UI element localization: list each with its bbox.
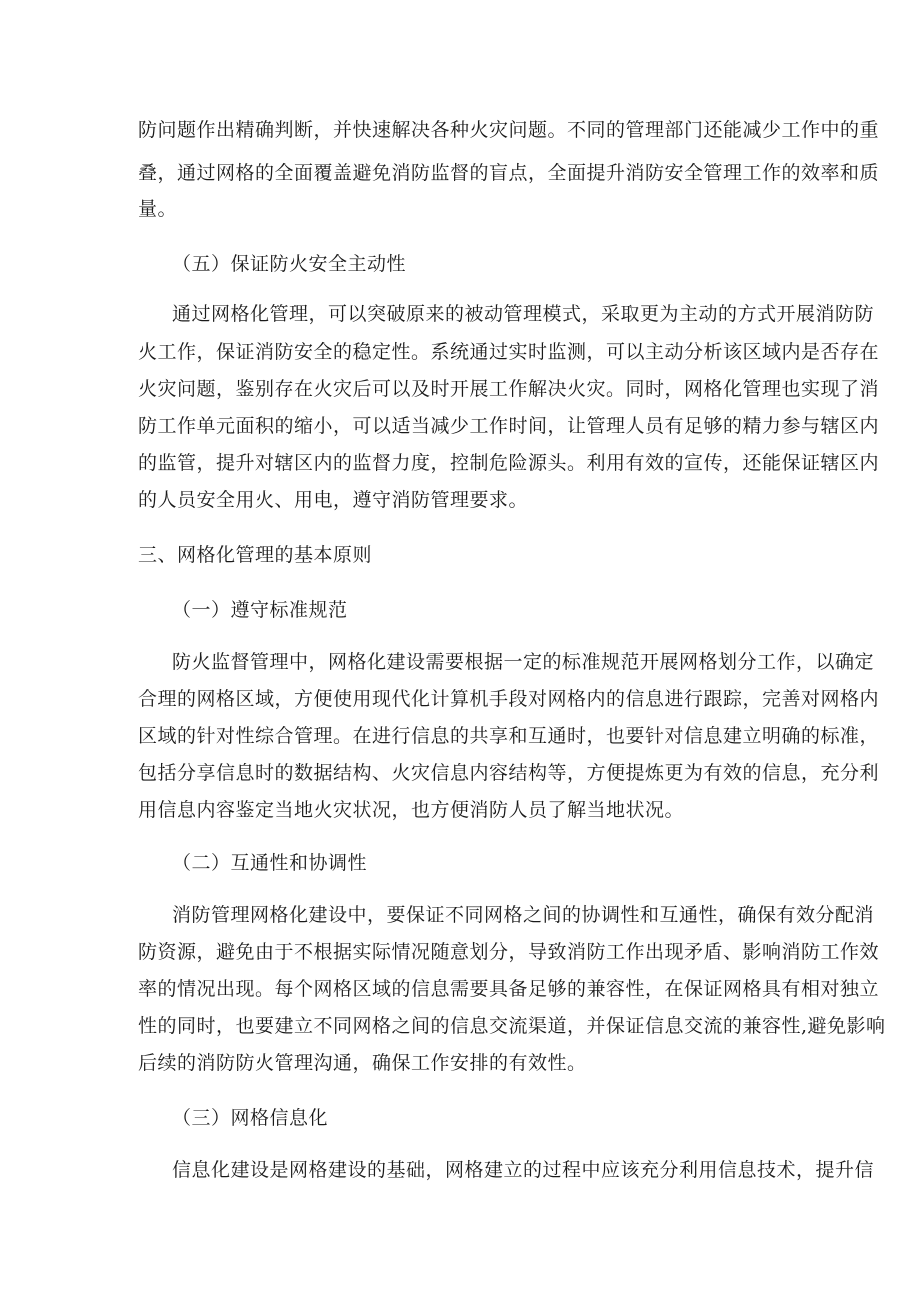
paragraph-line: 合理的网格区域，方便使用现代化计算机手段对网格内的信息进行跟踪，完善对网格内 bbox=[138, 688, 880, 710]
paragraph-line: 区域的针对性综合管理。在进行信息的共享和互通时，也要针对信息建立明确的标准， bbox=[138, 725, 880, 747]
paragraph-line: 后续的消防防火管理沟通，确保工作安排的有效性。 bbox=[138, 1052, 587, 1074]
paragraph-line: 消防管理网格化建设中，要保证不同网格之间的协调性和互通性，确保有效分配消 bbox=[172, 904, 875, 926]
paragraph-line: 的监管，提升对辖区内的监督力度，控制危险源头。利用有效的宣传，还能保证辖区内 bbox=[138, 452, 880, 474]
paragraph-line: 的人员安全用火、用电，遵守消防管理要求。 bbox=[138, 489, 529, 511]
paragraph-line: 防问题作出精确判断，并快速解决各种火灾问题。不同的管理部门还能减少工作中的重 bbox=[138, 119, 880, 141]
section-heading: （二）互通性和协调性 bbox=[172, 852, 368, 874]
paragraph-line: 用信息内容鉴定当地火灾状况，也方便消防人员了解当地状况。 bbox=[138, 799, 685, 821]
paragraph-line: 防工作单元面积的缩小，可以适当减少工作时间，让管理人员有足够的精力参与辖区内 bbox=[138, 415, 880, 437]
paragraph-line: 火灾问题，鉴别存在火灾后可以及时开展工作解决火灾。同时，网格化管理也实现了消 bbox=[138, 378, 880, 400]
paragraph-line: 火工作，保证消防安全的稳定性。系统通过实时监测，可以主动分析该区域内是否存在 bbox=[138, 341, 880, 363]
paragraph-line: 量。 bbox=[138, 198, 178, 220]
chapter-heading: 三、网格化管理的基本原则 bbox=[138, 544, 373, 566]
section-heading: （三）网格信息化 bbox=[172, 1107, 329, 1129]
paragraph-line: 信息化建设是网格建设的基础，网格建立的过程中应该充分利用信息技术，提升信 bbox=[172, 1159, 875, 1181]
paragraph-line: 通过网格化管理，可以突破原来的被动管理模式，采取更为主动的方式开展消防防 bbox=[172, 303, 875, 325]
paragraph-line: 率的情况出现。每个网格区域的信息需要具备足够的兼容性，在保证网格具有相对独立 bbox=[138, 978, 880, 1000]
paragraph-line: 性的同时，也要建立不同网格之间的信息交流渠道，并保证信息交流的兼容性,避免影响 bbox=[138, 1015, 886, 1037]
section-heading: （五）保证防火安全主动性 bbox=[172, 253, 407, 275]
paragraph-line: 叠，通过网格的全面覆盖避免消防监督的盲点，全面提升消防安全管理工作的效率和质 bbox=[138, 162, 880, 184]
paragraph-line: 防火监督管理中，网格化建设需要根据一定的标准规范开展网格划分工作，以确定 bbox=[172, 651, 875, 673]
paragraph-line: 防资源，避免由于不根据实际情况随意划分，导致消防工作出现矛盾、影响消防工作效 bbox=[138, 941, 880, 963]
section-heading: （一）遵守标准规范 bbox=[172, 599, 348, 621]
paragraph-line: 包括分享信息时的数据结构、火灾信息内容结构等，方便提炼更为有效的信息，充分利 bbox=[138, 762, 880, 784]
